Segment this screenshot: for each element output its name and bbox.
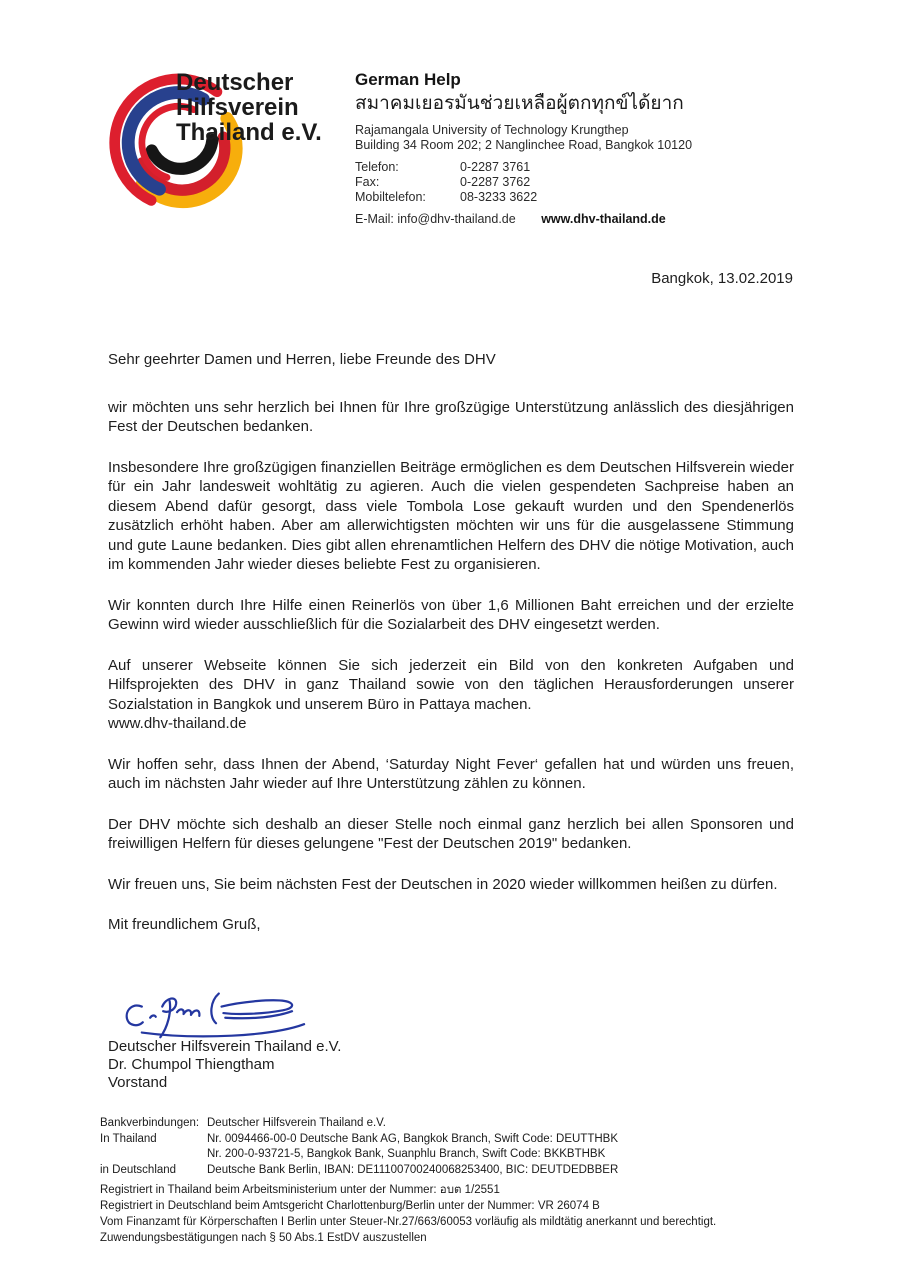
fax-value: 0-2287 3762 [460,175,531,189]
paragraph-4: Auf unserer Webseite können Sie sich jederzeit ein Bild von den konkreten Aufgaben und Hilfsprojekten des DHV in ganz Thailand sowie von den täglichen Herausforderungen unserer Sozialstation in Bangkok und unserem Büro in Pattaya machen. [108,656,794,713]
address-line1: Rajamangala University of Technology Krungthep [355,123,629,137]
address-line2: Building 34 Room 202; 2 Nanglinchee Road, Bangkok 10120 [355,137,693,152]
bank-row-deutschland [100,1163,820,1179]
org-name-line2: Hilfsverein [176,94,299,121]
date-line: Bangkok, 13.02.2019 [651,270,793,287]
bank-label [100,1147,207,1163]
signature-title: Vorstand [108,1074,168,1091]
body-website-line: www.dhv-thailand.de [108,715,247,732]
email-line [355,212,795,226]
bank-row-thailand-2 [100,1147,820,1163]
website-url: www.dhv-thailand.de [541,212,666,226]
org-name-line1: Deutscher [176,69,294,96]
signature-org: Deutscher Hilfsverein Thailand e.V. [108,1038,342,1055]
bank-value: Deutsche Bank Berlin, IBAN: DE11100700240068253400, BIC: DEUTDEDBBER [207,1163,619,1176]
bank-label: in Deutschland [100,1163,177,1176]
paragraph-6: Der DHV möchte sich deshalb an dieser Stelle noch einmal ganz herzlich bei allen Sponsoren und freiwilligen Helfern für dieses gelungene "Fest der Deutschen 2019" bedanken. [108,815,794,852]
bank-value: Deutscher Hilfsverein Thailand e.V. [207,1117,386,1129]
registration-line-finanzamt: Vom Finanzamt für Körperschaften I Berlin unter Steuer-Nr.27/663/60053 vorläufig als mildtätig anerkannt und berechtigt. [100,1216,717,1228]
letterhead-contact-block [355,70,795,226]
bank-row-thailand-1 [100,1132,820,1148]
org-english-name: German Help [355,70,461,89]
email-label: E-Mail: [355,212,394,226]
paragraph-3: Wir konnten durch Ihre Hilfe einen Reinerlös von über 1,6 Millionen Baht erreichen und der erzielte Gewinn wird wieder ausschließlich für die Sozialarbeit des DHV eingesetzt werden. [108,596,794,633]
letter-footer [100,1116,820,1246]
mobiltelefon-label: Mobiltelefon: [355,190,426,204]
paragraph-5: Wir hoffen sehr, dass Ihnen der Abend, ‘Saturday Night Fever‘ gefallen hat und würden uns freuen, auch im nächsten Jahr wieder auf Ihre Unterstützung zählen zu können. [108,755,794,792]
org-name-line3: Thailand e.V. [176,119,322,146]
salutation: Sehr geehrter Damen und Herren, liebe Freunde des DHV [108,351,496,368]
contact-row-mobil [355,190,795,205]
fax-label: Fax: [355,175,380,189]
paragraph-2: Insbesondere Ihre großzügigen finanziellen Beiträge ermöglichen es dem Deutschen Hilfsverein wieder für ein Jahr landesweit wohltätig zu agieren. Auch die vielen gespendeten Sachpreise haben an diesem Abend dafür gesorgt, dass viele Tombola Lose gekauft wurden und den Spendenerlös zusätzlich erhöht haben. Aber am allerwichtigsten möchten wir uns für die ausgelassene Stimmung und gute Laune bedanken. Dies gibt allen ehrenamtlichen Helfern des DHV die nötige Motivation, auch im kommenden Jahr wieder dieses beliebte Fest zu organisieren. [108,458,794,573]
paragraph-1: wir möchten uns sehr herzlich bei Ihnen für Ihre großzügige Unterstützung anlässlich des diesjährigen Fest der Deutschen bedanken. [108,398,794,435]
paragraph-7: Wir freuen uns, Sie beim nächsten Fest der Deutschen in 2020 wieder willkommen heißen zu dürfen. [108,875,778,893]
bank-value: Nr. 0094466-00-0 Deutsche Bank AG, Bangkok Branch, Swift Code: DEUTTHBK [207,1132,619,1145]
closing-salute: Mit freundlichem Gruß, [108,916,261,933]
bank-value: Nr. 200-0-93721-5, Bangkok Bank, Suanphlu Branch, Swift Code: BKKBTHBK [207,1148,606,1160]
signature-block [108,1038,341,1092]
letter-body [108,350,794,935]
mobiltelefon-value: 08-3233 3622 [460,190,538,204]
registration-line-deutschland: Registriert in Deutschland beim Amtsgericht Charlottenburg/Berlin unter der Nummer: VR 26074 B [100,1200,600,1212]
telefon-label: Telefon: [355,160,399,174]
org-thai-name: สมาคมเยอรมันช่วยเหลือผู้ตกทุกข์ได้ยาก [355,93,684,114]
email-address: info@dhv-thailand.de [397,212,516,226]
bank-label: In Thailand [100,1132,157,1145]
contact-row-fax [355,175,795,190]
contact-row-telefon [355,160,795,175]
registration-line-zuwendung: Zuwendungsbestätigungen nach § 50 Abs.1 EstDV auszustellen [100,1232,427,1244]
contact-table [355,160,795,205]
signature-name: Dr. Chumpol Thiengtham [108,1056,275,1073]
org-name [176,70,322,145]
telefon-value: 0-2287 3761 [460,160,531,174]
handwritten-signature-icon [114,986,318,1042]
bank-label: Bankverbindungen: [100,1117,200,1129]
registration-line-thailand: Registriert in Thailand beim Arbeitsministerium unter der Nummer: อบต 1/2551 [100,1184,500,1196]
registration-block [100,1182,820,1246]
bank-row-header [100,1116,820,1132]
